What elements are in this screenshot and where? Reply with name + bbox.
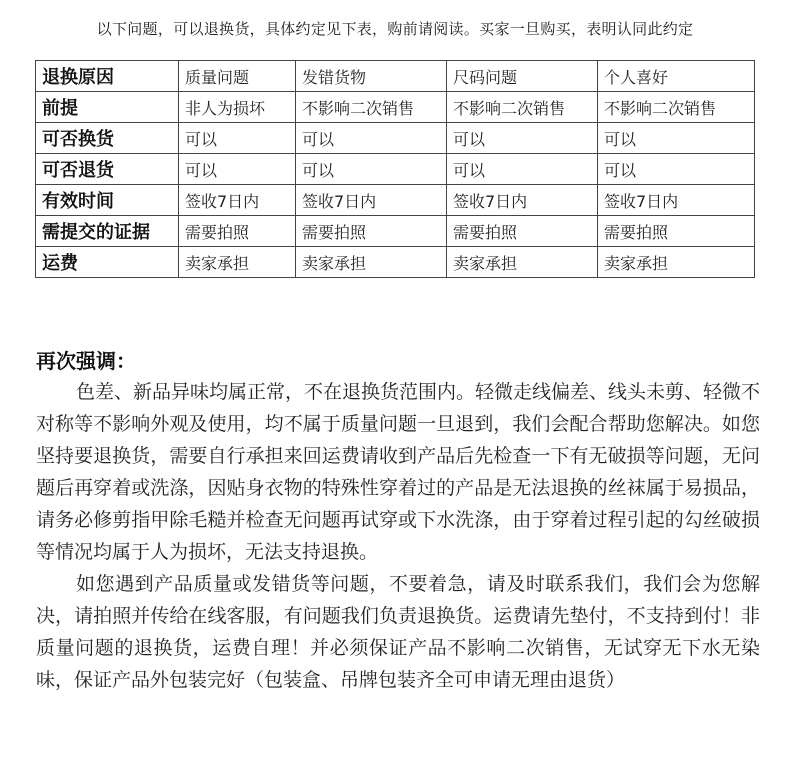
table-cell: 卖家承担 — [598, 247, 755, 278]
table-cell: 可以 — [447, 154, 598, 185]
table-cell: 签收7日内 — [179, 185, 296, 216]
table-row — [36, 92, 755, 123]
row-label: 前提 — [36, 92, 179, 123]
row-label: 可否换货 — [36, 123, 179, 154]
table-cell: 不影响二次销售 — [447, 92, 598, 123]
emphasis-title: 再次强调： — [36, 349, 136, 373]
table-cell: 可以 — [598, 123, 755, 154]
emphasis-section — [36, 346, 760, 696]
table-cell: 不影响二次销售 — [296, 92, 447, 123]
table-cell: 非人为损坏 — [179, 92, 296, 123]
table-cell: 可以 — [296, 154, 447, 185]
row-label: 运费 — [36, 247, 179, 278]
return-policy-table — [35, 60, 755, 278]
row-label: 需提交的证据 — [36, 216, 179, 247]
table-row — [36, 123, 755, 154]
table-row — [36, 154, 755, 185]
emphasis-paragraph-2: 如您遇到产品质量或发错货等问题，不要着急，请及时联系我们，我们会为您解决，请拍照并传给在线客服，有问题我们负责退换货。运费请先垫付，不支持到付！非质量问题的退换货，运费自理！并必须保证产品不影响二次销售，无试穿无下水无染味，保证产品外包装完好（包装盒、吊牌包装齐全可申请无理由退货） — [36, 573, 760, 691]
table-cell: 不影响二次销售 — [598, 92, 755, 123]
table-cell: 可以 — [598, 154, 755, 185]
table-cell: 可以 — [179, 154, 296, 185]
table-row — [36, 247, 755, 278]
table-cell: 需要拍照 — [598, 216, 755, 247]
header-cell-preference: 个人喜好 — [598, 61, 755, 92]
table-cell: 需要拍照 — [447, 216, 598, 247]
row-label: 可否退货 — [36, 154, 179, 185]
header-cell-wrong-item: 发错货物 — [296, 61, 447, 92]
header-cell-quality: 质量问题 — [179, 61, 296, 92]
table-cell: 可以 — [447, 123, 598, 154]
intro-notice: 以下问题，可以退换货，具体约定见下表，购前请阅读。买家一旦购买，表明认同此约定 — [96, 20, 694, 38]
table-cell: 卖家承担 — [179, 247, 296, 278]
table-cell: 卖家承担 — [296, 247, 447, 278]
table-cell: 签收7日内 — [598, 185, 755, 216]
table-cell: 可以 — [296, 123, 447, 154]
table-cell: 可以 — [179, 123, 296, 154]
table-cell: 需要拍照 — [179, 216, 296, 247]
row-label: 有效时间 — [36, 185, 179, 216]
header-cell-size: 尺码问题 — [447, 61, 598, 92]
table-cell: 需要拍照 — [296, 216, 447, 247]
table-cell: 签收7日内 — [447, 185, 598, 216]
table-row — [36, 185, 755, 216]
header-cell-reason: 退换原因 — [36, 61, 179, 92]
table-header-row — [36, 61, 755, 92]
table-row — [36, 216, 755, 247]
emphasis-paragraph-1: 色差、新品异味均属正常，不在退换货范围内。轻微走线偏差、线头未剪、轻微不对称等不影响外观及使用，均不属于质量问题一旦退到，我们会配合帮助您解决。如您坚持要退换货，需要自行承担来回运费请收到产品后先检查一下有无破损等问题，无问题后再穿着或洗涤，因贴身衣物的特殊性穿着过的产品是无法退换的丝袜属于易损品，请务必修剪指甲除毛糙并检查无问题再试穿或下水洗涤，由于穿着过程引起的勾丝破损等情况均属于人为损坏，无法支持退换。 — [36, 381, 761, 563]
table-cell: 卖家承担 — [447, 247, 598, 278]
table-cell: 签收7日内 — [296, 185, 447, 216]
